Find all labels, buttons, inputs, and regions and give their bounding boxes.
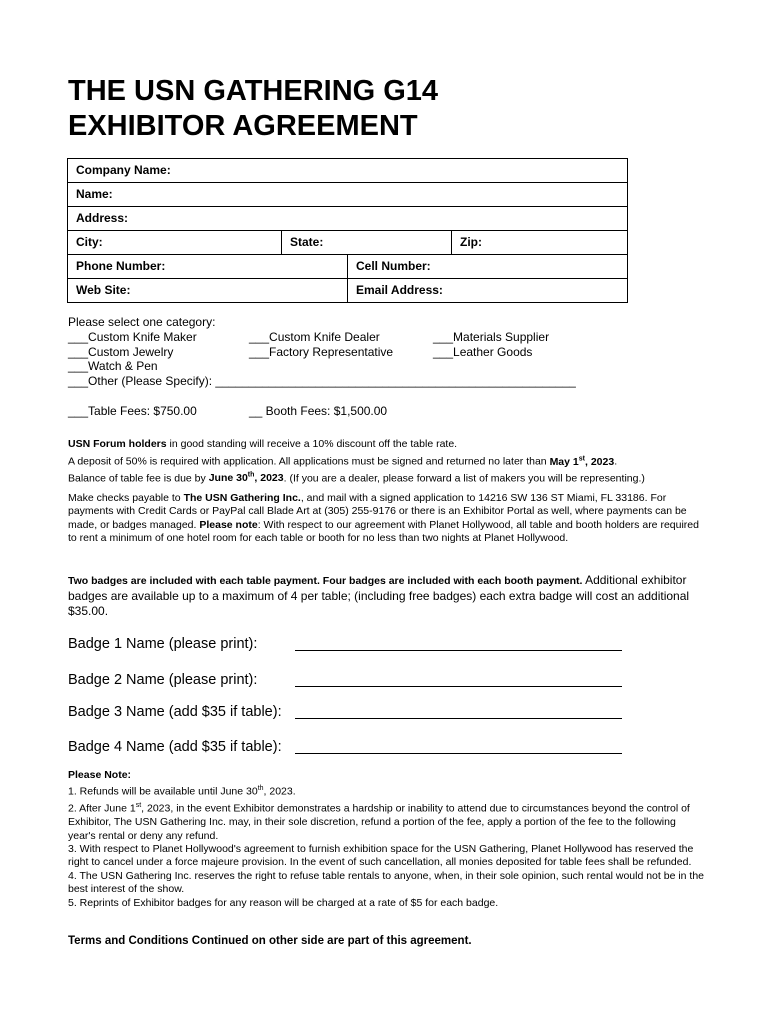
note-2-text: 2. After June 1 [68, 802, 136, 815]
note-2 [68, 799, 704, 843]
web-row [68, 279, 627, 302]
deposit-date-2 [209, 472, 284, 484]
title-line-2: EXHIBITOR AGREEMENT [68, 110, 418, 142]
deposit-date-2-sup: th [247, 471, 255, 479]
note-1-end: , 2023. [263, 785, 296, 798]
deposit-date-1-text: May 1 [549, 455, 579, 468]
table-fees-option[interactable]: ___Table Fees: $750.00 [68, 404, 197, 418]
discount-rest: in good standing will receive a 10% discount off the table rate. [166, 438, 458, 450]
deposit-date-1 [549, 455, 618, 468]
note-1 [68, 782, 704, 799]
title-line-1: THE USN GATHERING G14 [68, 75, 439, 107]
company-name-field[interactable]: Company Name: [76, 163, 171, 177]
deposit-date-2-text: June 30 [208, 472, 248, 485]
city-field[interactable]: City: [76, 235, 103, 249]
cell-number-field[interactable]: Cell Number: [347, 255, 627, 278]
badge-3-label: Badge 3 Name (add $35 if table): [68, 704, 282, 720]
category-custom-knife-maker[interactable]: ___Custom Knife Maker [68, 330, 197, 344]
company-row [68, 159, 627, 183]
badge-3-input-line[interactable] [295, 718, 622, 719]
note-2-end: , 2023, in the event Exhibitor demonstrates a hardship or inability to attend due to circumstances beyond the control of Exhibitor, The USN Gathering Inc. may, in their sole discretion, refund a portion of the fee, apply a portion of the fee to the following year's rental or deny any refund. [68, 802, 690, 842]
badge-2-input-line[interactable] [295, 686, 622, 687]
category-custom-jewelry[interactable]: ___Custom Jewelry [68, 345, 174, 359]
category-watch-pen[interactable]: ___Watch & Pen [68, 359, 158, 373]
note-5: 5. Reprints of Exhibitor badges for any reason will be charged at a rate of $5 for each badge. [68, 896, 499, 909]
phone-row [68, 255, 627, 279]
badge-4-label: Badge 4 Name (add $35 if table): [68, 739, 282, 755]
payment-text-2: , and mail with a signed application to 14216 SW 136 ST Miami, FL 33186. For payments with Credit Cards or PayPal call Blade Art at (305) 255-9176 or there is an Exhibitor Portal as well, where payments can be made, or badges managed. [68, 492, 687, 531]
deposit-date-2-year: , 2023 [254, 472, 284, 485]
deposit-text-1: A deposit of 50% is required with application. All applications must be signed and returned no later than [68, 455, 550, 468]
note-4: 4. The USN Gathering Inc. reserves the right to refuse table rentals to anyone, when, in their sole opinion, such rental would not be in the best interest of the show. [68, 869, 705, 896]
badge-4-input-line[interactable] [295, 753, 622, 754]
terms-footer: Terms and Conditions Continued on other side are part of this agreement. [68, 935, 472, 947]
payment-paragraph [68, 492, 708, 546]
note-1-sup: th [257, 785, 264, 793]
notes-section [68, 769, 704, 910]
state-field[interactable]: State: [281, 231, 451, 254]
exhibitor-info-table [67, 158, 628, 303]
deposit-text-2: . [614, 455, 618, 468]
discount-text [68, 438, 708, 451]
city-row [68, 231, 627, 255]
note-3: 3. With respect to Planet Hollywood's agreement to furnish exhibition space for the USN Gathering, Planet Hollywood has reserved the right to cancel under a force majeure provision. In the event of such cancellation, all monies deposited for table fees shall be refunded. [68, 843, 694, 869]
deposit-date-1-year: , 2023 [584, 455, 615, 468]
category-materials-supplier[interactable]: ___Materials Supplier [433, 330, 550, 344]
badges-info-bold: Two badges are included with each table payment. Four badges are included with each booth payment. [68, 575, 583, 587]
discount-bold: USN Forum holders [68, 438, 167, 450]
category-prompt: Please select one category: [68, 315, 216, 329]
category-leather-goods[interactable]: ___Leather Goods [433, 345, 533, 359]
zip-field[interactable]: Zip: [451, 231, 627, 254]
address-row [68, 207, 627, 231]
deposit-date-1-sup: st [578, 455, 585, 462]
payment-note-label: Please note [199, 518, 258, 531]
badge-1-label: Badge 1 Name (please print): [68, 636, 258, 652]
badge-1-input-line[interactable] [295, 650, 622, 651]
name-field[interactable]: Name: [76, 187, 113, 201]
address-field[interactable]: Address: [76, 211, 129, 225]
category-other-specify[interactable]: ___Other (Please Specify): ______________________________________________________ [68, 374, 576, 388]
category-custom-knife-dealer[interactable]: ___Custom Knife Dealer [249, 330, 380, 344]
booth-fees-option[interactable]: __ Booth Fees: $1,500.00 [249, 404, 388, 418]
deposit-text-3: Balance of table fee is due by [68, 472, 209, 485]
notes-heading: Please Note: [68, 769, 132, 781]
deposit-text-4: . (If you are a dealer, please forward a list of makers you will be representing.) [283, 472, 645, 485]
web-site-field[interactable]: Web Site: [76, 283, 131, 297]
badge-2-label: Badge 2 Name (please print): [68, 672, 258, 688]
note-1-text: 1. Refunds will be available until June 30 [68, 785, 258, 798]
deposit-paragraph [68, 452, 708, 486]
phone-number-field[interactable]: Phone Number: [76, 259, 166, 273]
page-title [68, 74, 438, 144]
category-factory-representative[interactable]: ___Factory Representative [249, 345, 394, 359]
payment-payee: The USN Gathering Inc. [183, 492, 301, 504]
payment-text-1: Make checks payable to [68, 492, 184, 504]
badges-info-rest: Additional exhibitor badges are available up to a maximum of 4 per table; (including free badges) each extra badge will cost an additional $35.00. [68, 573, 690, 618]
email-address-field[interactable]: Email Address: [347, 279, 627, 302]
note-2-sup: st [135, 802, 142, 810]
payment-text-3: : With respect to our agreement with Planet Hollywood, all table and booth holders are required to rent a minimum of one hotel room for each table or booth for no less than two nights at Planet Hollywood. [68, 518, 699, 545]
name-row [68, 183, 627, 207]
badges-info-paragraph [68, 573, 704, 619]
